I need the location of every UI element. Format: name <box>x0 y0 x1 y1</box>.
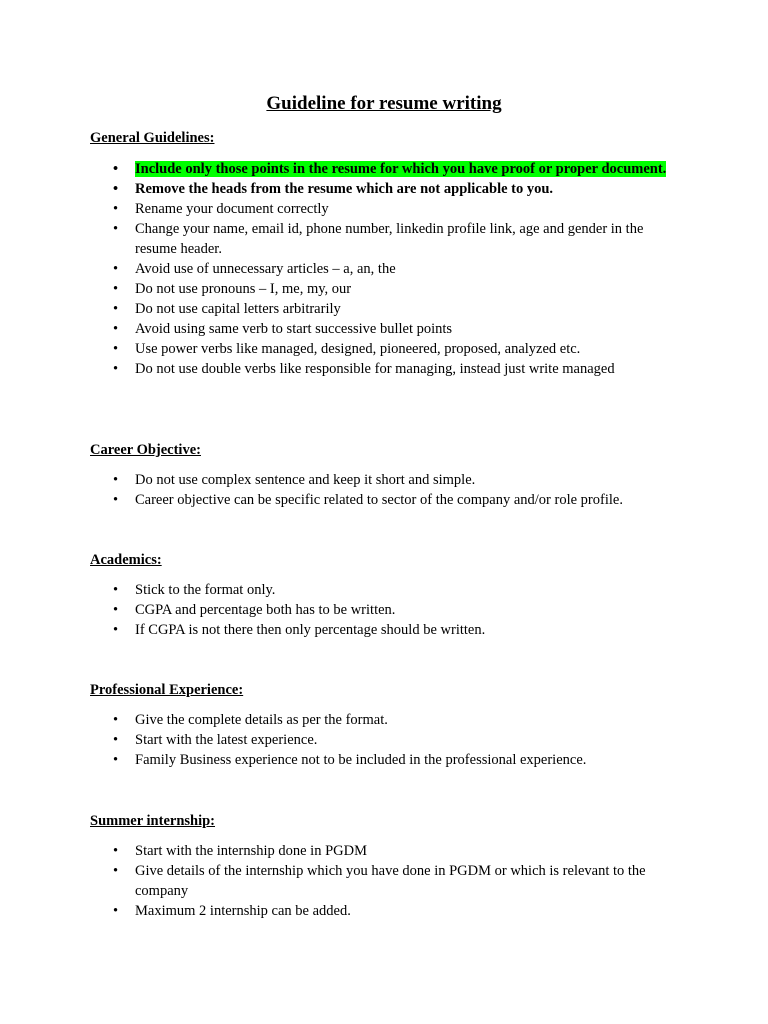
section-general-guidelines <box>90 128 690 379</box>
bullet-icon: • <box>113 301 119 317</box>
list-item-text: Avoid use of unnecessary articles – a, an, the <box>135 261 396 277</box>
bullet-icon: • <box>113 843 119 859</box>
document-title: Guideline for resume writing <box>266 93 502 114</box>
section-heading-career-objective: Career Objective: <box>90 442 201 458</box>
section-professional-experience <box>90 680 690 770</box>
list-item <box>90 159 670 179</box>
list-item <box>90 299 670 319</box>
list-item <box>90 259 670 279</box>
bullet-icon: • <box>113 622 119 638</box>
list-item <box>90 750 670 770</box>
list-item-text: Do not use double verbs like responsible for managing, instead just write managed <box>135 361 615 377</box>
bullet-icon: • <box>113 221 119 237</box>
list-item <box>90 841 670 861</box>
bullet-icon: • <box>113 582 119 598</box>
list-item <box>90 901 670 921</box>
bullet-icon: • <box>113 261 119 277</box>
list-item-text: Do not use pronouns – I, me, my, our <box>135 281 352 297</box>
list-item <box>90 580 670 600</box>
academics-list <box>90 580 690 640</box>
bullet-icon: • <box>113 341 119 357</box>
list-item-text: CGPA and percentage both has to be written. <box>135 602 396 618</box>
list-item <box>90 179 670 199</box>
list-item-text: Give the complete details as per the format. <box>135 712 388 728</box>
bullet-icon: • <box>113 361 119 377</box>
bullet-icon: • <box>113 181 119 197</box>
list-item <box>90 861 670 901</box>
list-item <box>90 279 670 299</box>
list-item <box>90 710 670 730</box>
section-heading-professional-experience: Professional Experience: <box>90 682 244 698</box>
list-item-text: Remove the heads from the resume which are not applicable to you. <box>135 181 554 197</box>
list-item-text: Family Business experience not to be included in the professional experience. <box>135 752 587 768</box>
list-item-text: Do not use capital letters arbitrarily <box>135 301 341 317</box>
bullet-icon: • <box>113 161 119 177</box>
list-item <box>90 490 670 510</box>
section-heading-general-guidelines: General Guidelines: <box>90 130 215 146</box>
section-academics <box>90 550 690 640</box>
highlighted-text: Include only those points in the resume for which you have proof or proper document. <box>135 161 667 177</box>
list-item <box>90 319 670 339</box>
bullet-icon: • <box>113 732 119 748</box>
list-item <box>90 600 670 620</box>
list-item <box>90 359 670 379</box>
summer-internship-list <box>90 841 690 921</box>
section-career-objective <box>90 440 690 510</box>
bullet-icon: • <box>113 472 119 488</box>
list-item-text: If CGPA is not there then only percentage should be written. <box>135 622 486 638</box>
list-item <box>90 339 670 359</box>
general-guidelines-list <box>90 159 690 379</box>
section-heading-summer-internship: Summer internship: <box>90 813 216 829</box>
list-item-text: Career objective can be specific related to sector of the company and/or role profile. <box>135 492 623 508</box>
list-item-text: Stick to the format only. <box>135 582 276 598</box>
list-item-text: Rename your document correctly <box>135 201 329 217</box>
bullet-icon: • <box>113 712 119 728</box>
bullet-icon: • <box>113 602 119 618</box>
list-item <box>90 199 670 219</box>
list-item <box>90 730 670 750</box>
bullet-icon: • <box>113 201 119 217</box>
bullet-icon: • <box>113 321 119 337</box>
bullet-icon: • <box>113 863 119 879</box>
bullet-icon: • <box>113 492 119 508</box>
bullet-icon: • <box>113 903 119 919</box>
section-summer-internship <box>90 811 690 921</box>
list-item-text: Start with the internship done in PGDM <box>135 843 367 859</box>
list-item <box>90 620 670 640</box>
list-item-text: Change your name, email id, phone number, linkedin profile link, age and gender in the resume header. <box>135 221 644 257</box>
bullet-icon: • <box>113 752 119 768</box>
list-item-text: Avoid using same verb to start successive bullet points <box>135 321 453 337</box>
career-objective-list <box>90 470 690 510</box>
list-item-text: Do not use complex sentence and keep it short and simple. <box>135 472 476 488</box>
list-item-text: Maximum 2 internship can be added. <box>135 903 351 919</box>
professional-experience-list <box>90 710 690 770</box>
list-item <box>90 219 670 259</box>
list-item-text: Use power verbs like managed, designed, pioneered, proposed, analyzed etc. <box>135 341 581 357</box>
list-item-text: Start with the latest experience. <box>135 732 318 748</box>
list-item-text: Give details of the internship which you have done in PGDM or which is relevant to the company <box>135 863 646 899</box>
bullet-icon: • <box>113 281 119 297</box>
list-item <box>90 470 670 490</box>
section-heading-academics: Academics: <box>90 552 162 568</box>
